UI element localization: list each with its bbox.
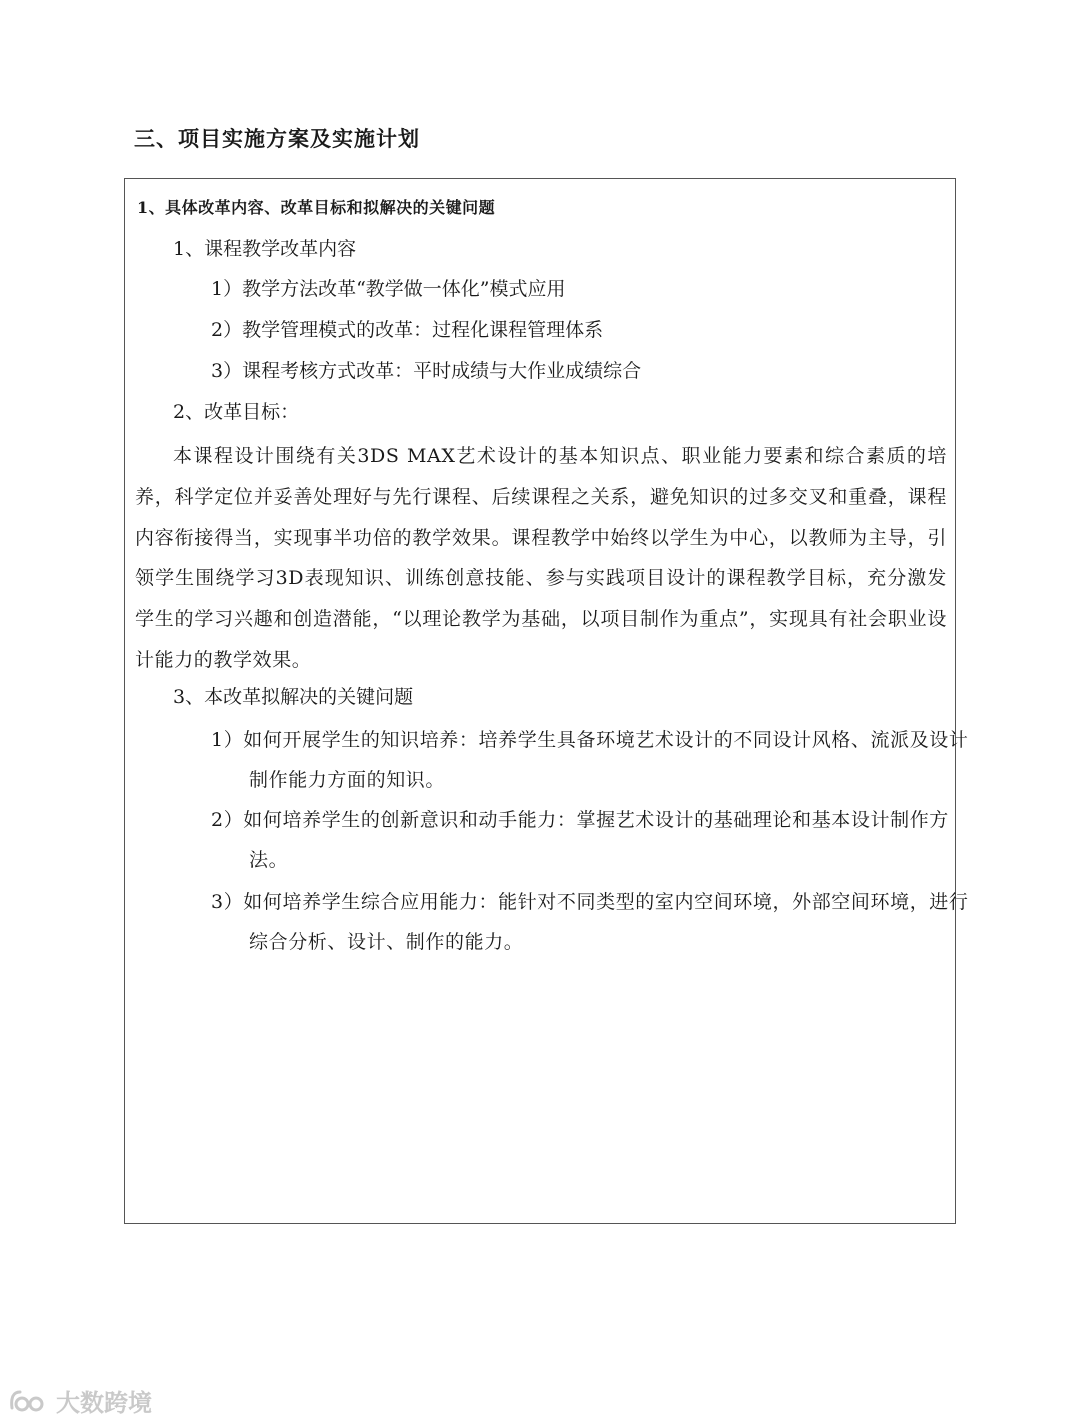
part1-item-2: 2）教学管理模式的改革：过程化课程管理体系 — [211, 319, 604, 341]
content-box — [124, 178, 969, 1224]
part1-item-1: 1）教学方法改革“教学做一体化”模式应用 — [211, 278, 566, 300]
brand-logo-icon — [6, 1386, 50, 1416]
part3-item-2: 2）如何培养学生的创新意识和动手能力：掌握艺术设计的基础理论和基本设计制作方法。 — [211, 809, 949, 871]
part2-paragraph: 本课程设计围绕有关3DS MAX艺术设计的基本知识点、职业能力要素和综合素质的培养，科学定位并妥善处理好与先行课程、后续课程之关系，避免知识的过多交叉和重叠，课程内容衔接得当，实现事半功倍的教学效果。课程教学中始终以学生为中心，以教师为主导，引领学生围绕学习3D表现知识、训练创意技能、参与实践项目设计的课程教学目标，充分激发学生的学习兴趣和创造潜能，“以理论教学为基础，以项目制作为重点”，实现具有社会职业设计能力的教学效果。 — [135, 445, 947, 671]
section-heading: 三、项目实施方案及实施计划 — [134, 126, 420, 151]
watermark — [6, 1383, 152, 1418]
part3-heading: 3、本改革拟解决的关键问题 — [173, 686, 414, 708]
part3-item-1: 1）如何开展学生的知识培养：培养学生具备环境艺术设计的不同设计风格、流派及设计制作能力方面的知识。 — [211, 729, 969, 791]
part1-item-3: 3）课程考核方式改革：平时成绩与大作业成绩综合 — [211, 360, 642, 382]
part1-heading: 1、课程教学改革内容 — [173, 238, 357, 260]
part2-heading: 2、改革目标： — [173, 401, 300, 423]
box-title: 1、具体改革内容、改革目标和拟解决的关键问题 — [137, 198, 496, 217]
part3-item-3: 3）如何培养学生综合应用能力：能针对不同类型的室内空间环境，外部空间环境，进行综合分析、设计、制作的能力。 — [211, 891, 969, 953]
watermark-text: 大数跨境 — [56, 1389, 152, 1417]
